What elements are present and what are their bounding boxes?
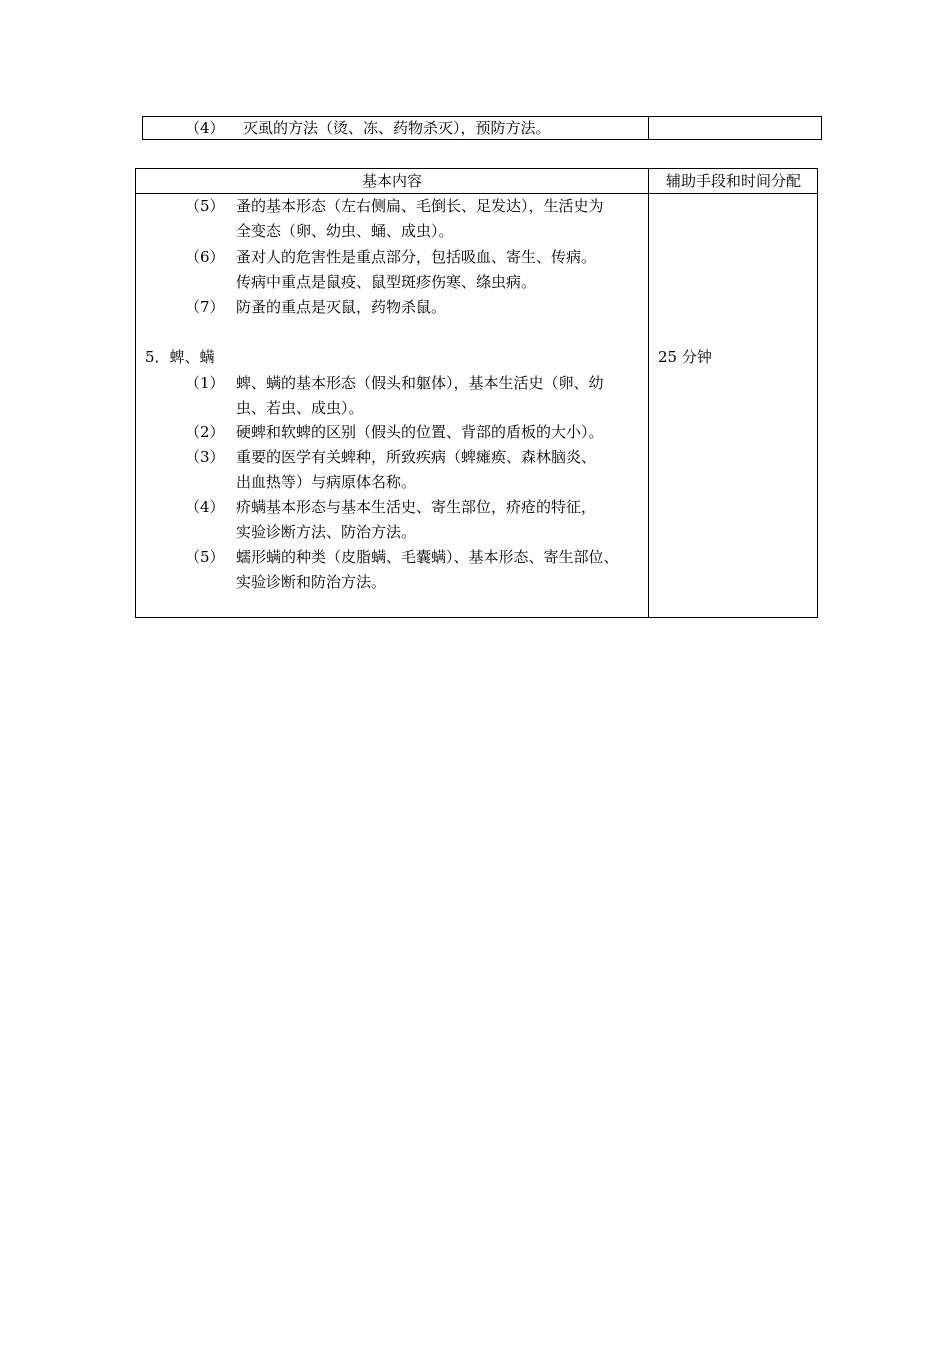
item-line: 传病中重点是鼠疫、鼠型斑疹伤寒、绦虫病。 bbox=[236, 273, 537, 291]
section-title: 5．蜱、螨 bbox=[145, 348, 215, 366]
top-table bbox=[142, 116, 822, 140]
item-text bbox=[236, 194, 648, 244]
item-line: 硬蜱和软蜱的区别（假头的位置、背部的盾板的大小）。 bbox=[236, 423, 604, 441]
item-line: 全变态（卵、幼虫、蛹、成虫）。 bbox=[236, 222, 454, 240]
item-line: 实验诊断和防治方法。 bbox=[236, 573, 387, 591]
item-number: （3） bbox=[185, 448, 225, 466]
header-aux-time: 辅助手段和时间分配 bbox=[665, 172, 801, 190]
item-text bbox=[236, 420, 648, 445]
item-number: （1） bbox=[185, 374, 225, 392]
item-text bbox=[236, 495, 648, 545]
item-text bbox=[236, 245, 648, 295]
item-text bbox=[236, 545, 648, 595]
item-line: 重要的医学有关蜱种，所致疾病（蜱瘫痪、森林脑炎、 bbox=[236, 448, 597, 466]
item-line: 防蚤的重点是灭鼠，药物杀鼠。 bbox=[236, 298, 447, 316]
item-text bbox=[236, 295, 648, 320]
item-number: （6） bbox=[185, 248, 225, 266]
item-number: （5） bbox=[185, 197, 225, 215]
item-line: 蠕形螨的种类（皮脂螨、毛囊螨）、基本形态、寄生部位、 bbox=[236, 548, 619, 566]
item-number: （4） bbox=[185, 119, 225, 137]
time-allocation: 25 分钟 bbox=[658, 348, 712, 366]
item-text bbox=[236, 371, 648, 421]
item-line: 疥螨基本形态与基本生活史、寄生部位，疥疮的特征， bbox=[236, 498, 597, 516]
item-number: （2） bbox=[185, 423, 225, 441]
top-table-content-cell bbox=[143, 117, 649, 139]
top-table-aux-cell bbox=[649, 117, 821, 139]
main-table bbox=[135, 168, 818, 618]
item-text: 灭虱的方法（烫、冻、药物杀灭），预防方法。 bbox=[243, 119, 551, 137]
item-line: 出血热等）与病原体名称。 bbox=[236, 473, 417, 491]
item-number: （4） bbox=[185, 498, 225, 516]
column-divider bbox=[648, 169, 649, 617]
item-line: 虫、若虫、成虫）。 bbox=[236, 399, 364, 417]
item-text bbox=[236, 445, 648, 495]
item-line: 蜱、螨的基本形态（假头和躯体），基本生活史（卵、幼 bbox=[236, 374, 604, 392]
item-number: （7） bbox=[185, 298, 225, 316]
item-line: 蚤对人的危害性是重点部分，包括吸血、寄生、传病。 bbox=[236, 248, 597, 266]
item-number: （5） bbox=[185, 548, 225, 566]
table-header-row bbox=[136, 169, 817, 194]
header-basic-content: 基本内容 bbox=[361, 172, 422, 190]
item-line: 实验诊断方法、防治方法。 bbox=[236, 523, 417, 541]
item-line: 蚤的基本形态（左右侧扁、毛倒长、足发达），生活史为 bbox=[236, 197, 604, 215]
